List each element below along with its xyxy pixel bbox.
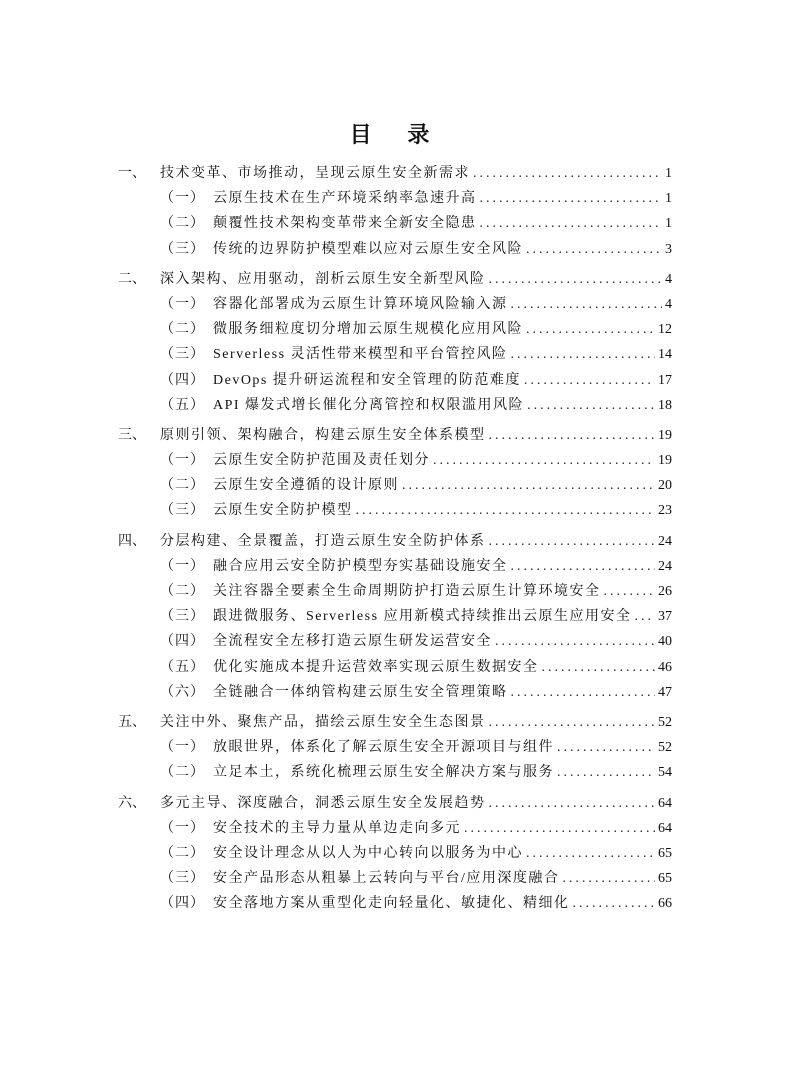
page-number: 24 [658, 558, 672, 574]
entry-number: （三） [160, 503, 205, 519]
entry-number: 五、 [118, 714, 146, 730]
entry-title: API 爆发式增长催化分离管控和权限滥用风险 [213, 397, 525, 413]
page-number: 4 [665, 296, 672, 312]
page-number: 40 [658, 634, 672, 650]
page-number: 1 [665, 216, 672, 232]
page-number: 66 [658, 896, 672, 912]
page-number: 17 [658, 372, 672, 388]
entry-title: 微服务细粒度切分增加云原生规模化应用风险 [213, 322, 523, 338]
toc-chapter-entry[interactable] [118, 161, 672, 186]
entry-number: （二） [160, 216, 205, 232]
toc-section-entry[interactable] [118, 579, 672, 604]
toc-section-entry[interactable] [118, 211, 672, 236]
dot-leader [489, 791, 656, 816]
dot-leader [573, 891, 656, 916]
entry-title: DevOps 提升研运流程和安全管理的防范难度 [213, 372, 521, 388]
page-number: 52 [658, 714, 672, 730]
dot-leader [480, 211, 663, 236]
dot-leader [557, 735, 655, 760]
page-number: 12 [658, 322, 672, 338]
entry-title: 安全落地方案从重型化走向轻量化、敏捷化、精细化 [213, 896, 570, 912]
toc-section-entry[interactable] [118, 891, 672, 916]
toc-section-entry[interactable] [118, 473, 672, 498]
page-number: 14 [658, 347, 672, 363]
entry-number: （五） [160, 659, 205, 675]
toc-section-entry[interactable] [118, 448, 672, 473]
entry-title: 优化实施成本提升运营效率实现云原生数据安全 [213, 659, 539, 675]
entry-number: 一、 [118, 166, 146, 181]
page-number: 37 [658, 609, 672, 625]
page-number: 64 [658, 820, 672, 836]
entry-number: （一） [160, 296, 205, 312]
page-number: 46 [658, 659, 672, 675]
entry-number: （一） [160, 740, 205, 756]
dot-leader [433, 448, 655, 473]
entry-number: （六） [160, 684, 205, 700]
toc-section-entry[interactable] [118, 604, 672, 629]
entry-number: 三、 [118, 427, 146, 443]
entry-number: （一） [160, 191, 205, 207]
page-number: 19 [658, 427, 672, 443]
entry-number: （二） [160, 322, 205, 338]
page-number: 52 [658, 740, 672, 756]
dot-leader [464, 816, 655, 841]
toc-section-entry[interactable] [118, 498, 672, 523]
entry-title: 颠覆性技术架构变革带来全新安全隐患 [213, 216, 477, 232]
toc-section-entry[interactable] [118, 292, 672, 317]
dot-leader [511, 554, 656, 579]
entry-number: （一） [160, 820, 205, 836]
dot-leader [489, 267, 663, 292]
entry-number: （四） [160, 634, 205, 650]
entry-number: （五） [160, 397, 205, 413]
table-of-contents [118, 161, 672, 916]
dot-leader [473, 161, 662, 186]
page-number: 24 [658, 533, 672, 549]
entry-number: （二） [160, 845, 205, 861]
entry-title: 云原生安全防护模型 [213, 503, 353, 519]
page-number: 19 [658, 453, 672, 469]
entry-number: 六、 [118, 795, 146, 811]
toc-section-entry[interactable] [118, 629, 672, 654]
page-number: 20 [658, 478, 672, 494]
dot-leader [526, 317, 655, 342]
entry-number: 四、 [118, 533, 146, 549]
entry-title: 立足本土，系统化梳理云原生安全解决方案与服务 [213, 765, 554, 781]
dot-leader [489, 423, 656, 448]
entry-number: （三） [160, 241, 205, 257]
entry-title: 技术变革、市场推动，呈现云原生安全新需求 [160, 166, 470, 181]
dot-leader [489, 710, 656, 735]
toc-section-entry[interactable] [118, 342, 672, 367]
entry-number: （三） [160, 871, 205, 887]
dot-leader [635, 604, 655, 629]
entry-title: 关注中外、聚焦产品，描绘云原生安全生态图景 [160, 714, 486, 730]
toc-chapter-entry[interactable] [118, 529, 672, 554]
entry-title: 跟进微服务、Serverless 应用新模式持续推出云原生应用安全 [213, 609, 632, 625]
dot-leader [527, 393, 655, 418]
toc-section-entry[interactable] [118, 866, 672, 891]
entry-title: 原则引领、架构融合，构建云原生安全体系模型 [160, 427, 486, 443]
entry-number: （一） [160, 453, 205, 469]
dot-leader [402, 473, 655, 498]
entry-number: （四） [160, 372, 205, 388]
dot-leader [557, 760, 655, 785]
entry-title: 安全设计理念从以人为中心转向以服务为中心 [213, 845, 523, 861]
entry-title: 全流程安全左移打造云原生研发运营安全 [213, 634, 492, 650]
entry-number: 二、 [118, 271, 146, 287]
page-number: 3 [665, 241, 672, 257]
dot-leader [524, 368, 655, 393]
dot-leader [480, 186, 663, 211]
page-number: 65 [658, 871, 672, 887]
toc-section-entry[interactable] [118, 760, 672, 785]
page-number: 1 [665, 166, 672, 181]
dot-leader [511, 292, 663, 317]
dot-leader [542, 655, 656, 680]
dot-leader [495, 629, 655, 654]
entry-title: 分层构建、全景覆盖，打造云原生安全防护体系 [160, 533, 486, 549]
toc-section-entry[interactable] [118, 554, 672, 579]
entry-title: 容器化部署成为云原生计算环境风险输入源 [213, 296, 508, 312]
entry-title: 全链融合一体纳管构建云原生安全管理策略 [213, 684, 508, 700]
page-number: 26 [658, 584, 672, 599]
dot-leader [356, 498, 656, 523]
entry-number: （二） [160, 478, 205, 494]
toc-section-entry[interactable] [118, 393, 672, 418]
toc-section-entry[interactable] [118, 841, 672, 866]
page-number: 47 [658, 684, 672, 700]
entry-title: 安全产品形态从粗暴上云转向与平台/应用深度融合 [213, 871, 560, 887]
dot-leader [511, 342, 655, 367]
toc-section-entry[interactable] [118, 735, 672, 760]
page-number: 4 [665, 271, 672, 287]
page-number: 18 [658, 397, 672, 413]
entry-title: Serverless 灵活性带来模型和平台管控风险 [213, 347, 508, 363]
dot-leader [526, 841, 655, 866]
toc-section-entry[interactable] [118, 816, 672, 841]
toc-chapter-entry[interactable] [118, 423, 672, 448]
page-number: 23 [658, 503, 672, 519]
toc-section-entry[interactable] [118, 680, 672, 705]
entry-number: （一） [160, 558, 205, 574]
entry-title: 关注容器全要素全生命周期防护打造云原生计算环境安全 [213, 584, 601, 599]
page-number: 1 [665, 191, 672, 207]
entry-title: 传统的边界防护模型难以应对云原生安全风险 [213, 241, 523, 257]
toc-section-entry[interactable] [118, 655, 672, 680]
toc-title: 目 录 [349, 123, 444, 148]
page-number: 64 [658, 795, 672, 811]
toc-section-entry[interactable] [118, 317, 672, 342]
entry-number: （三） [160, 347, 205, 363]
entry-number: （二） [160, 765, 205, 781]
entry-title: 安全技术的主导力量从单边走向多元 [213, 820, 461, 836]
dot-leader [604, 579, 656, 604]
page-number: 54 [658, 765, 672, 781]
dot-leader [511, 680, 656, 705]
entry-number: （三） [160, 609, 205, 625]
page-number: 65 [658, 845, 672, 861]
entry-title: 放眼世界，体系化了解云原生安全开源项目与组件 [213, 740, 554, 756]
dot-leader [562, 866, 655, 891]
entry-title: 深入架构、应用驱动，剖析云原生安全新型风险 [160, 271, 486, 287]
entry-number: （二） [160, 584, 205, 599]
entry-title: 融合应用云安全防护模型夯实基础设施安全 [213, 558, 508, 574]
toc-chapter-entry[interactable] [118, 267, 672, 292]
entry-title: 多元主导、深度融合，洞悉云原生安全发展趋势 [160, 795, 486, 811]
toc-section-entry[interactable] [118, 237, 672, 262]
toc-chapter-entry[interactable] [118, 791, 672, 816]
entry-title: 云原生安全防护范围及责任划分 [213, 453, 430, 469]
entry-number: （四） [160, 896, 205, 912]
toc-section-entry[interactable] [118, 186, 672, 211]
entry-title: 云原生安全遵循的设计原则 [213, 478, 399, 494]
toc-section-entry[interactable] [118, 368, 672, 393]
dot-leader [489, 529, 656, 554]
entry-title: 云原生技术在生产环境采纳率急速升高 [213, 191, 477, 207]
dot-leader [526, 237, 662, 262]
toc-chapter-entry[interactable] [118, 710, 672, 735]
